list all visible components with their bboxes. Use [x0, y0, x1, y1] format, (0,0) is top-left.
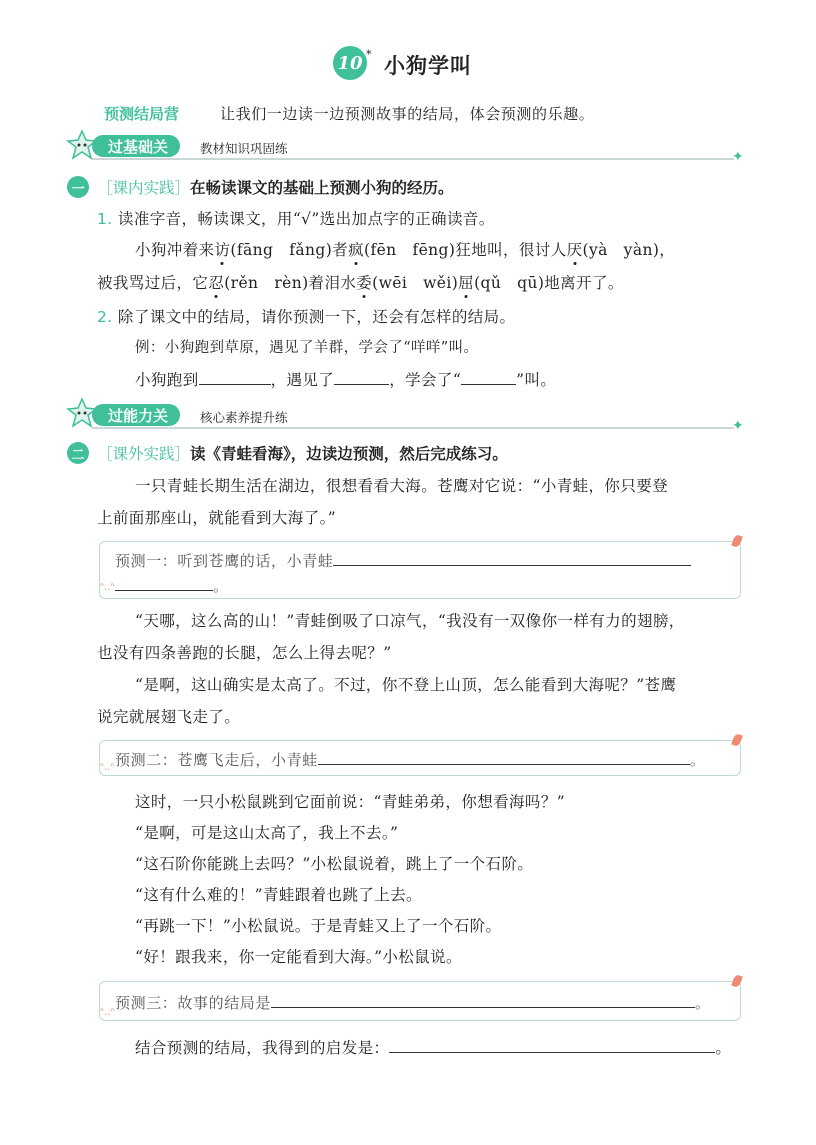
part-index-badge: 二 [67, 442, 89, 464]
part2-heading-text: 读《青蛙看海》，边读边预测，然后完成练习。 [190, 445, 508, 463]
question-2-text: 除了课文中的结局，请你预测一下，还会有怎样的结局。 [117, 308, 516, 326]
fill-in-sentence [135, 368, 556, 390]
story-paragraph: “天哪，这么高的山！”青蛙倒吸了口凉气，“我没有一双像你一样有力的翅膀， [135, 612, 685, 630]
text-span: 。 [715, 1039, 732, 1057]
lesson-number-badge [333, 46, 367, 80]
prediction-1-cont [115, 575, 229, 596]
story-paragraph: 上前面那座山，就能看到大海了。” [97, 509, 337, 527]
section-divider [92, 427, 734, 429]
answer-blank[interactable] [334, 384, 389, 385]
pinyin-line-2 [97, 271, 624, 293]
leaf-icon [731, 534, 743, 548]
answer-blank[interactable] [318, 764, 690, 765]
answer-blank[interactable] [199, 384, 271, 385]
intro-label: 预测结局营 [104, 105, 180, 123]
question-number: 1. [97, 210, 113, 228]
answer-blank[interactable] [461, 384, 516, 385]
bunny-icon: ᐢ..ᐢ [100, 762, 115, 773]
intro-text: 让我们一边读一边预测故事的结局，体会预测的乐趣。 [220, 105, 595, 123]
bunny-icon: ᐢ..ᐢ [100, 1007, 115, 1018]
dialogue-line: 这时，一只小松鼠跳到它面前说：“青蛙弟弟，你想看海吗？” [135, 793, 566, 811]
pinyin-choice[interactable]: (fēn fēng)狂地叫，很讨人 [364, 241, 567, 259]
pinyin-choice[interactable]: (yà yàn)， [582, 241, 676, 259]
prediction-prompt: 预测一：听到苍鹰的话，小青蛙 [115, 552, 334, 570]
part1-tag: ［课内实践］ [97, 179, 191, 197]
part2-heading [97, 442, 508, 464]
pinyin-choice[interactable]: (rěn rèn)着泪水 [224, 274, 357, 292]
prediction-1 [115, 550, 691, 571]
prediction-prompt: 预测二：苍鹰飞走后，小青蛙 [115, 751, 318, 769]
story-paragraph: 一只青蛙长期生活在湖边，很想看看大海。苍鹰对它说：“小青蛙，你只要登 [135, 477, 669, 495]
leaf-icon [731, 974, 743, 988]
dialogue-line: “好！跟我来，你一定能看到大海。”小松鼠说。 [135, 948, 462, 966]
text-span: ，遇见了 [270, 371, 335, 389]
dotted-char: 委 [356, 274, 373, 292]
text-span: ，学会了“ [389, 371, 462, 389]
part-index-badge: 一 [67, 176, 89, 198]
question-1 [97, 207, 495, 229]
pinyin-choice[interactable]: (qǔ qū)地离开了。 [474, 274, 624, 292]
text-span: 小狗冲着来 [135, 241, 215, 259]
example-text: 例：小狗跑到草原，遇见了羊群，学会了“咩咩”叫。 [135, 340, 479, 356]
dotted-char: 屈 [458, 274, 475, 292]
story-paragraph: “是啊，这山确实是太高了。不过，你不登上山顶，怎么能看到大海呢？”苍鹰 [135, 676, 677, 694]
dotted-char: 厌 [566, 241, 583, 259]
section-basic-subtitle: 教材知识巩固练 [200, 141, 288, 156]
section-divider [92, 158, 734, 160]
part1-heading-text: 在畅读课文的基础上预测小狗的经历。 [190, 179, 454, 197]
answer-blank[interactable] [389, 1052, 715, 1053]
lesson-number: 10 [337, 52, 363, 74]
prediction-prompt: 预测三：故事的结局是 [115, 994, 272, 1012]
section-ability-title: 过能力关 [92, 404, 180, 426]
section-basic-title: 过基础关 [92, 135, 180, 157]
dialogue-line: “再跳一下！”小松鼠说。于是青蛙又上了一个石阶。 [135, 917, 502, 935]
part1-heading [97, 176, 454, 198]
question-2 [97, 305, 515, 327]
question-1-text: 读准字音，畅读课文，用“√”选出加点字的正确读音。 [117, 210, 495, 228]
part2-tag: ［课外实践］ [97, 445, 191, 463]
lesson-star: * [366, 48, 372, 61]
question-number: 2. [97, 308, 113, 326]
text-span: 。 [695, 994, 711, 1012]
text-span: ”叫。 [516, 371, 557, 389]
pinyin-choice[interactable]: (fāng fǎng)者 [230, 241, 349, 259]
page-title: 小狗学叫 [384, 54, 472, 78]
pinyin-choice[interactable]: (wēi wěi) [372, 274, 459, 292]
text-span: 小狗跑到 [135, 371, 199, 389]
answer-blank[interactable] [333, 565, 691, 566]
text-span: 被我骂过后，它 [97, 274, 209, 292]
reflection-prompt: 结合预测的结局，我得到的启发是： [135, 1039, 390, 1057]
answer-blank[interactable] [115, 590, 213, 591]
bunny-icon: ᐢ..ᐢ [100, 582, 115, 593]
section-ability-subtitle: 核心素养提升练 [200, 410, 288, 425]
dialogue-line: “是啊，可是这山太高了，我上不去。” [135, 824, 399, 842]
dotted-char: 访 [214, 241, 231, 259]
star-icon: ✦ [732, 149, 744, 165]
story-paragraph: 也没有四条善跑的长腿，怎么上得去呢？” [97, 644, 392, 662]
dotted-char: 忍 [208, 274, 225, 292]
dotted-char: 疯 [348, 241, 364, 259]
dialogue-line: “这有什么难的！”青蛙跟着也跳了上去。 [135, 886, 422, 904]
story-paragraph: 说完就展翅飞走了。 [97, 708, 241, 726]
star-icon: ✦ [732, 418, 744, 434]
prediction-2 [115, 749, 705, 770]
pinyin-line-1 [135, 238, 675, 260]
answer-blank[interactable] [271, 1007, 695, 1008]
text-span: 。 [213, 577, 229, 595]
prediction-3 [115, 992, 711, 1013]
leaf-icon [731, 733, 743, 747]
text-span: 。 [689, 751, 706, 769]
dialogue-line: “这石阶你能跳上去吗？”小松鼠说着，跳上了一个石阶。 [135, 855, 534, 873]
final-reflection [135, 1036, 731, 1058]
